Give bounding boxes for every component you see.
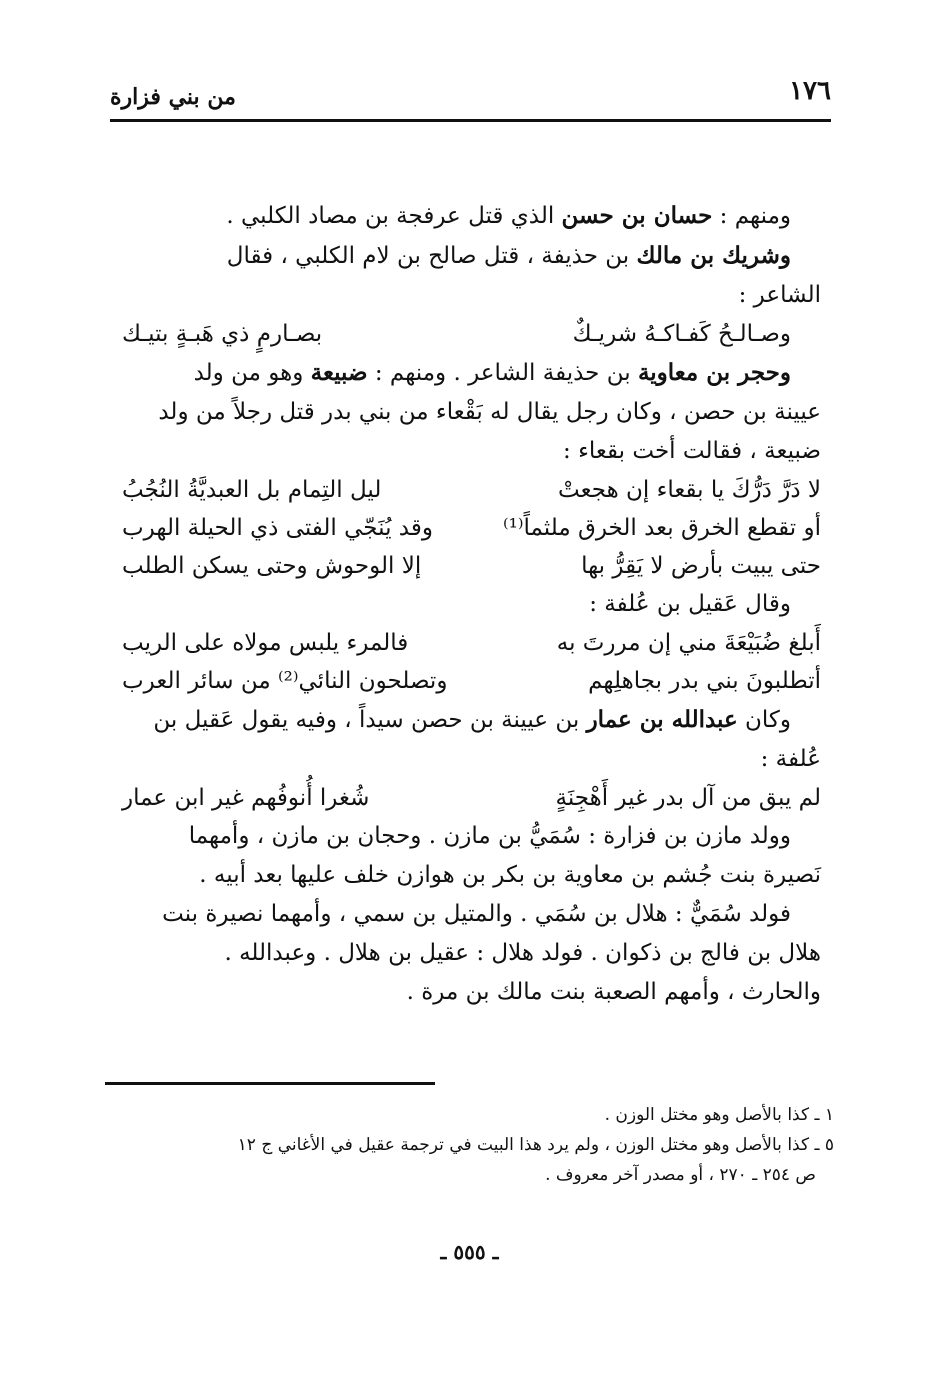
p3-name: وحجر بن معاوية (637, 359, 791, 386)
folio-number: ـ ٥٥٥ ـ (440, 1240, 499, 1264)
paragraph-6: وولد مازن بن فزارة : سُمَيُّ بن مازن . وحجان بن مازن ، وأمهما (188, 823, 791, 849)
verse-hemistich: أو تقطع الخرق بعد الخرق ملثماً⁽¹⁾ (502, 515, 821, 541)
footnote-1: ١ ـ كذا بالأصل وهو مختل الوزن . (604, 1105, 834, 1125)
paragraph-7-line-2: هلال بن فالج بن ذكوان . فولد هلال : عقيل بن هلال . وعبدالله . (224, 940, 821, 966)
verse-hemistich: أَبلغ ضُبَيْعَةَ مني إن مررتَ به (556, 630, 821, 656)
paragraph-1 (122, 196, 821, 236)
footnotes (118, 1100, 834, 1190)
verse-4 (122, 779, 821, 817)
verse-2-2 (122, 509, 821, 547)
p5-rest: بن عيينة بن حصن سيداً ، وفيه يقول عَقيل بن (153, 707, 587, 733)
p2-rest: بن حذيفة ، قتل صالح بن لام الكلبي ، فقال (226, 243, 637, 269)
footnote-2: ٥ ـ كذا بالأصل وهو مختل الوزن ، ولم يرد هذا البيت في ترجمة عقيل في الأغاني ج ١٢ (237, 1135, 834, 1155)
verse-4-second-hemistich: شُغرا أُنوفُهم غير ابن عمار (122, 785, 370, 811)
paragraph-5-line-2: عُلفة : (760, 746, 821, 772)
verse-hemistich: وقد يُنَجّي الفتى ذي الحيلة الهرب (122, 515, 433, 541)
verse-1 (122, 315, 821, 353)
p2-name: وشريك بن مالك (636, 242, 791, 269)
verse-2-3 (122, 547, 821, 585)
paragraph-2 (122, 236, 821, 276)
verse-1-first-hemistich: وصـالـحُ كَفـاكـهُ شريـكٌ (572, 321, 791, 347)
verse-hemistich: إلا الوحوش وحتى يسكن الطلب (122, 553, 422, 579)
verse-hemistich: لا دَرَّ دَرُّكَ يا بقعاء إن هجعتْ (558, 477, 821, 503)
page-header (110, 70, 831, 122)
verse-3-1 (122, 624, 821, 662)
verse-2-1 (122, 471, 821, 509)
p3-rest: وهو من ولد (193, 360, 311, 386)
verse-hemistich: ليل التِمام بل العبديَّةُ النُجُبُ (122, 477, 382, 503)
p1-prefix: ومنهم : (712, 203, 791, 229)
paragraph-3-line-2: عيينة بن حصن ، وكان رجل يقال له بَقْعاء من بني بدر قتل رجلاً من ولد (158, 399, 821, 425)
page-number: ١٧٦ (789, 76, 831, 106)
verse-hemistich: وتصلحون النائي⁽²⁾ من سائر العرب (122, 668, 448, 694)
verse-4-first-hemistich: لم يبق من آل بدر غير أَهْجِنَةٍ (555, 785, 821, 811)
p1-rest: الذي قتل عرفجة بن مصاد الكلبي . (226, 203, 562, 229)
p5-prefix: وكان (737, 707, 791, 733)
p3-mid: بن حذيفة الشاعر . ومنهم : (367, 360, 638, 386)
paragraph-3-line-3: ضبيعة ، فقالت أخت بقعاء : (563, 438, 821, 464)
body-text (122, 196, 821, 1012)
paragraph-6-line-2: نَصيرة بنت جُشم بن معاوية بن بكر بن هوازن خلف عليها بعد أبيه . (199, 862, 821, 888)
header-rule (110, 119, 831, 122)
verse-3-2 (122, 662, 821, 700)
footnote-rule (105, 1082, 435, 1085)
paragraph-5 (122, 700, 821, 740)
p1-name: حسان بن حسن (561, 202, 713, 229)
verse-hemistich: حتى يبيت بأرض لا يَقِرُّ بها (581, 553, 821, 579)
p5-name: عبدالله بن عمار (586, 706, 738, 733)
paragraph-2-line-2: الشاعر : (738, 282, 821, 308)
paragraph-4: وقال عَقيل بن عُلفة : (589, 591, 791, 617)
verse-hemistich: فالمرء يلبس مولاه على الريب (122, 630, 409, 656)
paragraph-7: فولد سُمَيٌّ : هلال بن سُمَي . والمتيل بن سمي ، وأمهما نصيرة بنت (162, 901, 791, 927)
paragraph-3 (122, 353, 821, 393)
verse-hemistich: أتطلبونَ بني بدر بجاهلِهم (588, 668, 821, 694)
p3-name-2: ضبيعة (310, 359, 368, 386)
running-title: من بني فزارة (110, 84, 236, 110)
footnote-2-continuation: ص ٢٥٤ ـ ٢٧٠ ، أو مصدر آخر معروف . (545, 1165, 816, 1185)
verse-1-second-hemistich: بصـارمٍ ذي هَبـةٍ بتيـك (122, 321, 323, 347)
paragraph-7-line-3: والحارث ، وأمهم الصعبة بنت مالك بن مرة . (406, 979, 821, 1005)
